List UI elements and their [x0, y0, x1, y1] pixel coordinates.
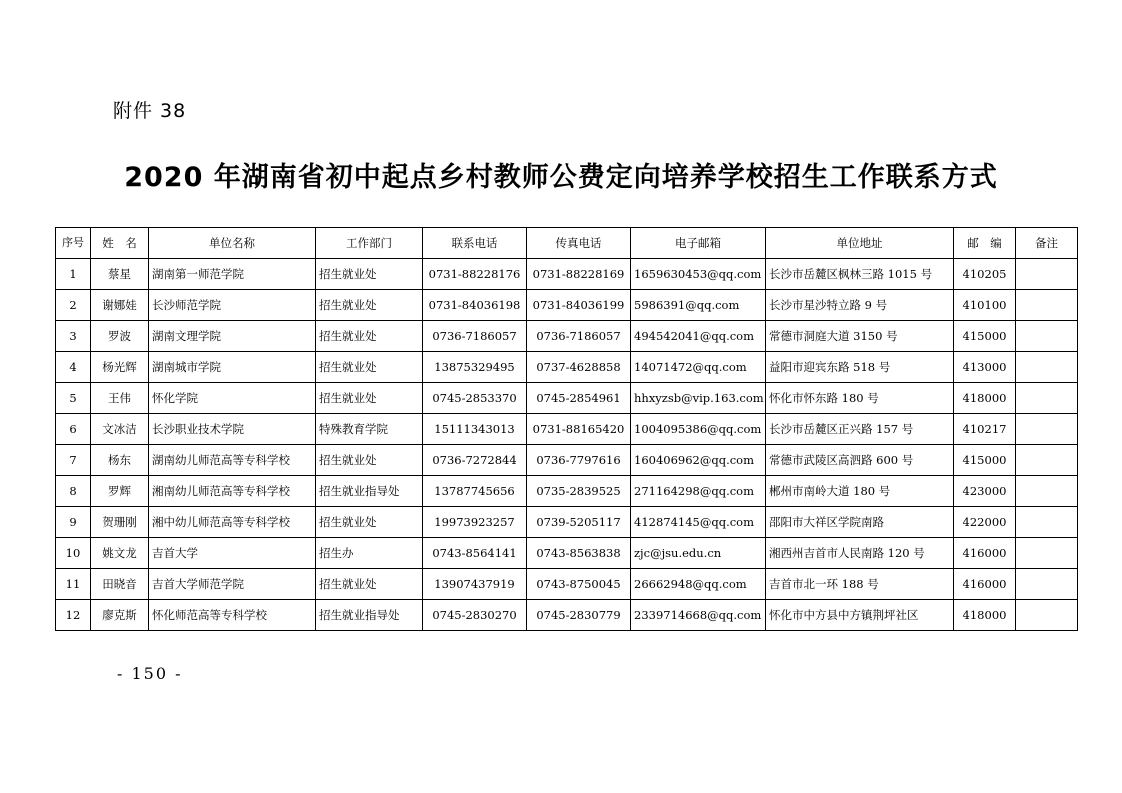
- cell-fax: 0743-8563838: [527, 538, 631, 569]
- header-postcode: 邮 编: [954, 228, 1016, 259]
- cell-name: 廖克斯: [91, 600, 149, 631]
- cell-name: 杨东: [91, 445, 149, 476]
- cell-email: hhxyzsb@vip.163.com: [631, 383, 766, 414]
- header-phone: 联系电话: [423, 228, 527, 259]
- cell-unit: 吉首大学师范学院: [149, 569, 316, 600]
- cell-phone: 0745-2853370: [423, 383, 527, 414]
- attachment-label: 附件 38: [113, 100, 187, 122]
- cell-seq: 11: [56, 569, 91, 600]
- cell-fax: 0736-7186057: [527, 321, 631, 352]
- header-address: 单位地址: [766, 228, 954, 259]
- cell-fax: 0743-8750045: [527, 569, 631, 600]
- cell-postcode: 415000: [954, 321, 1016, 352]
- cell-fax: 0737-4628858: [527, 352, 631, 383]
- cell-unit: 怀化学院: [149, 383, 316, 414]
- cell-email: 160406962@qq.com: [631, 445, 766, 476]
- cell-name: 罗辉: [91, 476, 149, 507]
- cell-dept: 招生就业处: [316, 383, 423, 414]
- table-row: [56, 476, 1078, 507]
- cell-postcode: 413000: [954, 352, 1016, 383]
- cell-remark: [1016, 321, 1078, 352]
- cell-dept: 招生就业处: [316, 569, 423, 600]
- cell-postcode: 418000: [954, 383, 1016, 414]
- cell-remark: [1016, 476, 1078, 507]
- cell-postcode: 423000: [954, 476, 1016, 507]
- cell-remark: [1016, 600, 1078, 631]
- cell-remark: [1016, 290, 1078, 321]
- cell-unit: 怀化师范高等专科学校: [149, 600, 316, 631]
- page-number: - 150 -: [117, 664, 183, 683]
- cell-dept: 招生就业处: [316, 321, 423, 352]
- cell-dept: 招生就业指导处: [316, 476, 423, 507]
- table-row: [56, 538, 1078, 569]
- cell-seq: 2: [56, 290, 91, 321]
- cell-name: 谢娜娃: [91, 290, 149, 321]
- cell-email: 5986391@qq.com: [631, 290, 766, 321]
- cell-postcode: 416000: [954, 569, 1016, 600]
- cell-address: 郴州市南岭大道 180 号: [766, 476, 954, 507]
- cell-postcode: 418000: [954, 600, 1016, 631]
- cell-unit: 湖南文理学院: [149, 321, 316, 352]
- cell-unit: 长沙职业技术学院: [149, 414, 316, 445]
- cell-seq: 6: [56, 414, 91, 445]
- cell-fax: 0745-2854961: [527, 383, 631, 414]
- cell-dept: 招生就业指导处: [316, 600, 423, 631]
- cell-seq: 7: [56, 445, 91, 476]
- cell-seq: 1: [56, 259, 91, 290]
- cell-seq: 8: [56, 476, 91, 507]
- cell-email: 1004095386@qq.com: [631, 414, 766, 445]
- cell-fax: 0731-88228169: [527, 259, 631, 290]
- cell-unit: 湖南城市学院: [149, 352, 316, 383]
- table-row: [56, 321, 1078, 352]
- cell-email: 14071472@qq.com: [631, 352, 766, 383]
- cell-unit: 湖南第一师范学院: [149, 259, 316, 290]
- cell-fax: 0735-2839525: [527, 476, 631, 507]
- cell-name: 田晓音: [91, 569, 149, 600]
- cell-name: 杨光辉: [91, 352, 149, 383]
- cell-dept: 招生就业处: [316, 259, 423, 290]
- cell-remark: [1016, 414, 1078, 445]
- header-unit: 单位名称: [149, 228, 316, 259]
- cell-postcode: 415000: [954, 445, 1016, 476]
- cell-seq: 12: [56, 600, 91, 631]
- cell-name: 蔡星: [91, 259, 149, 290]
- cell-postcode: 422000: [954, 507, 1016, 538]
- cell-dept: 特殊教育学院: [316, 414, 423, 445]
- cell-name: 贺珊刚: [91, 507, 149, 538]
- cell-address: 长沙市岳麓区枫林三路 1015 号: [766, 259, 954, 290]
- cell-email: 271164298@qq.com: [631, 476, 766, 507]
- cell-address: 常德市武陵区高泗路 600 号: [766, 445, 954, 476]
- cell-seq: 5: [56, 383, 91, 414]
- cell-email: zjc@jsu.edu.cn: [631, 538, 766, 569]
- cell-address: 怀化市中方县中方镇荆坪社区: [766, 600, 954, 631]
- cell-seq: 10: [56, 538, 91, 569]
- cell-address: 长沙市星沙特立路 9 号: [766, 290, 954, 321]
- cell-name: 王伟: [91, 383, 149, 414]
- cell-remark: [1016, 445, 1078, 476]
- cell-seq: 4: [56, 352, 91, 383]
- cell-phone: 0731-88228176: [423, 259, 527, 290]
- table-row: [56, 600, 1078, 631]
- cell-name: 文冰洁: [91, 414, 149, 445]
- cell-phone: 0736-7186057: [423, 321, 527, 352]
- cell-address: 湘西州吉首市人民南路 120 号: [766, 538, 954, 569]
- cell-dept: 招生就业处: [316, 352, 423, 383]
- cell-phone: 0731-84036198: [423, 290, 527, 321]
- table-row: [56, 414, 1078, 445]
- header-fax: 传真电话: [527, 228, 631, 259]
- header-email: 电子邮箱: [631, 228, 766, 259]
- table-row: [56, 507, 1078, 538]
- cell-email: 494542041@qq.com: [631, 321, 766, 352]
- cell-postcode: 410217: [954, 414, 1016, 445]
- cell-name: 姚文龙: [91, 538, 149, 569]
- cell-postcode: 410100: [954, 290, 1016, 321]
- table-row: [56, 259, 1078, 290]
- cell-address: 益阳市迎宾东路 518 号: [766, 352, 954, 383]
- cell-phone: 13907437919: [423, 569, 527, 600]
- cell-email: 26662948@qq.com: [631, 569, 766, 600]
- cell-dept: 招生办: [316, 538, 423, 569]
- cell-fax: 0731-88165420: [527, 414, 631, 445]
- cell-remark: [1016, 383, 1078, 414]
- cell-email: 1659630453@qq.com: [631, 259, 766, 290]
- cell-address: 长沙市岳麓区正兴路 157 号: [766, 414, 954, 445]
- cell-phone: 13787745656: [423, 476, 527, 507]
- table-header-row: [56, 228, 1078, 259]
- header-dept: 工作部门: [316, 228, 423, 259]
- cell-email: 412874145@qq.com: [631, 507, 766, 538]
- table-row: [56, 290, 1078, 321]
- cell-fax: 0731-84036199: [527, 290, 631, 321]
- cell-unit: 吉首大学: [149, 538, 316, 569]
- cell-remark: [1016, 569, 1078, 600]
- cell-remark: [1016, 352, 1078, 383]
- cell-seq: 3: [56, 321, 91, 352]
- cell-fax: 0739-5205117: [527, 507, 631, 538]
- cell-fax: 0745-2830779: [527, 600, 631, 631]
- document-title: 2020 年湖南省初中起点乡村教师公费定向培养学校招生工作联系方式: [124, 162, 998, 193]
- cell-phone: 0745-2830270: [423, 600, 527, 631]
- cell-email: 2339714668@qq.com: [631, 600, 766, 631]
- cell-address: 怀化市怀东路 180 号: [766, 383, 954, 414]
- table-row: [56, 383, 1078, 414]
- cell-dept: 招生就业处: [316, 290, 423, 321]
- contacts-table: [55, 227, 1078, 631]
- cell-postcode: 416000: [954, 538, 1016, 569]
- cell-dept: 招生就业处: [316, 445, 423, 476]
- cell-postcode: 410205: [954, 259, 1016, 290]
- cell-phone: 0736-7272844: [423, 445, 527, 476]
- cell-unit: 湖南幼儿师范高等专科学校: [149, 445, 316, 476]
- cell-address: 吉首市北一环 188 号: [766, 569, 954, 600]
- table-row: [56, 445, 1078, 476]
- cell-address: 邵阳市大祥区学院南路: [766, 507, 954, 538]
- cell-dept: 招生就业处: [316, 507, 423, 538]
- cell-fax: 0736-7797616: [527, 445, 631, 476]
- cell-phone: 19973923257: [423, 507, 527, 538]
- cell-remark: [1016, 259, 1078, 290]
- cell-unit: 湘中幼儿师范高等专科学校: [149, 507, 316, 538]
- cell-address: 常德市洞庭大道 3150 号: [766, 321, 954, 352]
- cell-unit: 湘南幼儿师范高等专科学校: [149, 476, 316, 507]
- table-row: [56, 352, 1078, 383]
- cell-phone: 15111343013: [423, 414, 527, 445]
- cell-remark: [1016, 507, 1078, 538]
- cell-name: 罗波: [91, 321, 149, 352]
- header-remark: 备注: [1016, 228, 1078, 259]
- header-name: 姓 名: [91, 228, 149, 259]
- header-seq: 序号: [56, 228, 91, 259]
- cell-phone: 13875329495: [423, 352, 527, 383]
- cell-phone: 0743-8564141: [423, 538, 527, 569]
- table-row: [56, 569, 1078, 600]
- cell-unit: 长沙师范学院: [149, 290, 316, 321]
- cell-remark: [1016, 538, 1078, 569]
- cell-seq: 9: [56, 507, 91, 538]
